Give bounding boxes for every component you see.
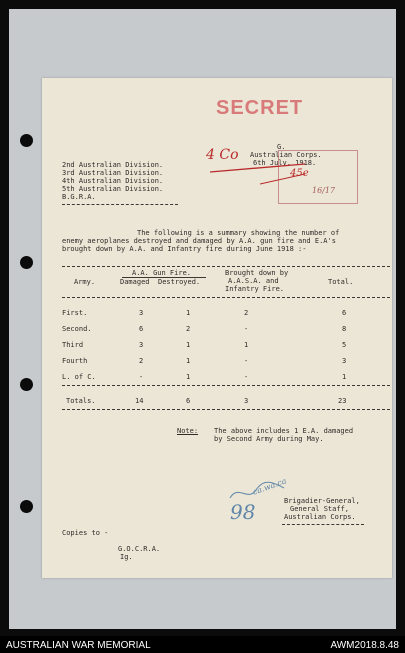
row-damaged: 2	[139, 357, 144, 365]
punch-hole	[20, 500, 33, 513]
intro-line: brought down by A.A. and Infantry fire during June 1918 :-	[62, 245, 307, 253]
row-total: 1	[342, 373, 347, 381]
totals-damaged: 14	[135, 397, 144, 405]
col-army: Army.	[74, 278, 96, 286]
table-rule	[62, 297, 390, 298]
col-total: Total.	[328, 278, 354, 286]
row-brought: 2	[244, 309, 249, 317]
recipient-line: 4th Australian Division.	[62, 177, 164, 185]
row-total: 8	[342, 325, 347, 333]
row-damaged: 3	[139, 309, 144, 317]
col-brought-line: Infantry Fire.	[225, 285, 285, 293]
header-line-2: Australian Corps.	[250, 151, 322, 159]
signature-line: Australian Corps.	[284, 513, 356, 521]
signature-rule	[282, 524, 364, 525]
row-brought: -	[244, 357, 249, 365]
handwritten-reference: 4 Co	[206, 147, 239, 163]
totals-total: 23	[338, 397, 347, 405]
row-army: L. of C.	[62, 373, 96, 381]
punch-hole	[20, 378, 33, 391]
row-total: 5	[342, 341, 347, 349]
copy-recipient: Ig.	[120, 553, 133, 561]
col-brought-line: A.A.S.A. and	[228, 277, 279, 285]
note-label: Note:	[177, 427, 199, 435]
row-brought: -	[244, 325, 249, 333]
header-date: 6th July, 1918.	[253, 159, 317, 167]
row-army: Third	[62, 341, 84, 349]
secret-stamp: SECRET	[216, 97, 304, 119]
row-total: 3	[342, 357, 347, 365]
signature-line: General Staff,	[290, 505, 350, 513]
copy-recipient: G.O.C.R.A.	[118, 545, 161, 553]
row-damaged: -	[139, 373, 144, 381]
col-destroyed: Destroyed.	[158, 278, 201, 286]
row-damaged: 6	[139, 325, 144, 333]
table-rule	[62, 409, 390, 410]
col-damaged: Damaged	[120, 278, 150, 286]
divider	[62, 204, 178, 205]
note-line: The above includes 1 E.A. damaged	[214, 427, 354, 435]
recipient-line: B.G.R.A.	[62, 193, 96, 201]
intro-line: The following is a summary showing the number of	[137, 229, 340, 237]
row-total: 6	[342, 309, 347, 317]
table-rule	[62, 385, 390, 386]
row-destroyed: 1	[186, 373, 191, 381]
punch-hole	[20, 256, 33, 269]
footer-institution: AUSTRALIAN WAR MEMORIAL	[6, 640, 151, 651]
red-pencil-strokes	[205, 160, 315, 190]
punch-hole	[20, 134, 33, 147]
row-army: Second.	[62, 325, 92, 333]
note-line: by Second Army during May.	[214, 435, 324, 443]
row-destroyed: 1	[186, 357, 191, 365]
row-brought: -	[244, 373, 249, 381]
row-army: First.	[62, 309, 88, 317]
row-army: Fourth	[62, 357, 88, 365]
copies-label: Copies to -	[62, 529, 109, 537]
header-line-1: G.	[277, 143, 286, 151]
row-destroyed: 1	[186, 341, 191, 349]
totals-destroyed: 6	[186, 397, 191, 405]
intro-line: enemy aeroplanes destroyed and damaged by A.A. gun fire and E.A's	[62, 237, 336, 245]
row-destroyed: 2	[186, 325, 191, 333]
recipient-line: 2nd Australian Division.	[62, 161, 164, 169]
row-damaged: 3	[139, 341, 144, 349]
row-brought: 1	[244, 341, 249, 349]
handwritten-blue-note: 98	[230, 500, 256, 524]
footer-accession-number: AWM2018.8.48	[330, 640, 399, 651]
handwritten-box-note: 16/17	[312, 186, 336, 195]
totals-brought: 3	[244, 397, 249, 405]
signature-scribble: ca.wa.ca	[251, 476, 288, 497]
col-aa-gun-fire: A.A. Gun Fire.	[132, 269, 192, 277]
totals-label: Totals.	[66, 397, 96, 405]
handwritten-number: 45e	[290, 168, 309, 179]
signature-line: Brigadier-General,	[284, 497, 360, 505]
recipient-line: 5th Australian Division.	[62, 185, 164, 193]
row-destroyed: 1	[186, 309, 191, 317]
table-rule	[62, 266, 390, 267]
col-brought-line: Brought down by	[225, 269, 289, 277]
recipient-line: 3rd Australian Division.	[62, 169, 164, 177]
